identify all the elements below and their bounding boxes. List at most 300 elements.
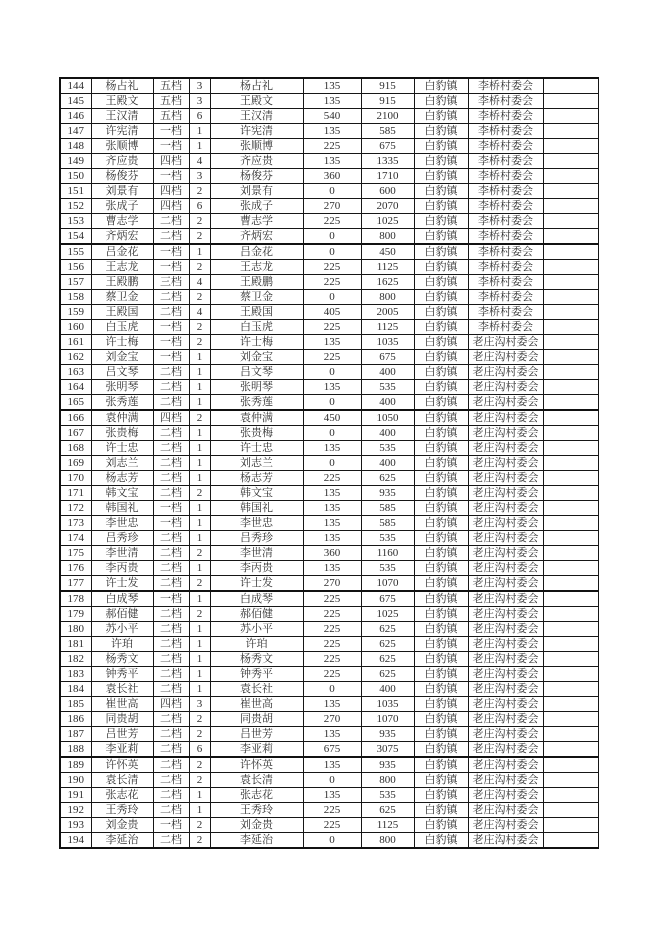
cell-blank bbox=[543, 244, 598, 260]
cell-village: 老庄沟村委会 bbox=[468, 380, 543, 395]
cell-name-confirm: 张秀莲 bbox=[210, 395, 303, 411]
cell-person-count: 6 bbox=[189, 199, 210, 214]
cell-town: 白豹镇 bbox=[414, 531, 468, 546]
cell-village: 老庄沟村委会 bbox=[468, 410, 543, 426]
cell-village: 老庄沟村委会 bbox=[468, 426, 543, 441]
cell-row-index: 192 bbox=[60, 803, 91, 818]
cell-name: 刘志兰 bbox=[91, 456, 153, 471]
cell-amount-2: 1070 bbox=[361, 576, 414, 592]
cell-person-count: 3 bbox=[189, 94, 210, 109]
cell-amount-1: 450 bbox=[303, 410, 361, 426]
cell-blank bbox=[543, 803, 598, 818]
cell-blank bbox=[543, 818, 598, 833]
cell-amount-1: 135 bbox=[303, 154, 361, 169]
cell-blank bbox=[543, 380, 598, 395]
cell-amount-1: 225 bbox=[303, 350, 361, 365]
cell-village: 老庄沟村委会 bbox=[468, 757, 543, 773]
cell-name-confirm: 白成琴 bbox=[210, 591, 303, 607]
cell-tier: 二档 bbox=[153, 682, 189, 697]
cell-person-count: 1 bbox=[189, 365, 210, 380]
cell-town: 白豹镇 bbox=[414, 818, 468, 833]
cell-amount-2: 1625 bbox=[361, 275, 414, 290]
cell-row-index: 187 bbox=[60, 727, 91, 742]
cell-blank bbox=[543, 350, 598, 365]
cell-town: 白豹镇 bbox=[414, 335, 468, 350]
cell-name-confirm: 刘金宝 bbox=[210, 350, 303, 365]
cell-town: 白豹镇 bbox=[414, 486, 468, 501]
cell-village: 老庄沟村委会 bbox=[468, 501, 543, 516]
table-row bbox=[60, 139, 598, 154]
cell-person-count: 1 bbox=[189, 531, 210, 546]
cell-village: 老庄沟村委会 bbox=[468, 742, 543, 758]
cell-village: 李桥村委会 bbox=[468, 199, 543, 214]
cell-row-index: 150 bbox=[60, 169, 91, 184]
cell-amount-1: 225 bbox=[303, 471, 361, 486]
cell-blank bbox=[543, 94, 598, 109]
cell-tier: 二档 bbox=[153, 531, 189, 546]
cell-name-confirm: 吕世芳 bbox=[210, 727, 303, 742]
cell-name: 许士梅 bbox=[91, 335, 153, 350]
cell-person-count: 4 bbox=[189, 154, 210, 169]
cell-town: 白豹镇 bbox=[414, 622, 468, 637]
cell-amount-2: 535 bbox=[361, 531, 414, 546]
cell-amount-1: 225 bbox=[303, 652, 361, 667]
table-body bbox=[60, 78, 598, 848]
cell-person-count: 1 bbox=[189, 622, 210, 637]
cell-row-index: 152 bbox=[60, 199, 91, 214]
cell-name: 刘金贵 bbox=[91, 818, 153, 833]
cell-tier: 二档 bbox=[153, 637, 189, 652]
cell-amount-2: 915 bbox=[361, 78, 414, 94]
cell-blank bbox=[543, 154, 598, 169]
table-row bbox=[60, 712, 598, 727]
cell-town: 白豹镇 bbox=[414, 546, 468, 561]
cell-tier: 二档 bbox=[153, 788, 189, 803]
cell-town: 白豹镇 bbox=[414, 275, 468, 290]
cell-person-count: 6 bbox=[189, 109, 210, 124]
cell-row-index: 145 bbox=[60, 94, 91, 109]
cell-tier: 二档 bbox=[153, 380, 189, 395]
cell-name: 白成琴 bbox=[91, 591, 153, 607]
cell-tier: 二档 bbox=[153, 290, 189, 305]
cell-row-index: 171 bbox=[60, 486, 91, 501]
cell-name-confirm: 郝佰健 bbox=[210, 607, 303, 622]
cell-blank bbox=[543, 637, 598, 652]
cell-name-confirm: 袁仲满 bbox=[210, 410, 303, 426]
cell-amount-1: 0 bbox=[303, 456, 361, 471]
cell-tier: 一档 bbox=[153, 350, 189, 365]
cell-amount-2: 800 bbox=[361, 290, 414, 305]
cell-person-count: 6 bbox=[189, 742, 210, 758]
cell-amount-1: 360 bbox=[303, 546, 361, 561]
cell-person-count: 2 bbox=[189, 712, 210, 727]
cell-tier: 二档 bbox=[153, 622, 189, 637]
cell-town: 白豹镇 bbox=[414, 667, 468, 682]
table-row bbox=[60, 244, 598, 260]
cell-amount-2: 625 bbox=[361, 471, 414, 486]
cell-town: 白豹镇 bbox=[414, 350, 468, 365]
cell-town: 白豹镇 bbox=[414, 124, 468, 139]
cell-amount-1: 135 bbox=[303, 441, 361, 456]
cell-blank bbox=[543, 214, 598, 229]
cell-name: 钟秀平 bbox=[91, 667, 153, 682]
cell-blank bbox=[543, 833, 598, 849]
cell-amount-1: 0 bbox=[303, 426, 361, 441]
cell-amount-2: 535 bbox=[361, 380, 414, 395]
cell-name-confirm: 张贵梅 bbox=[210, 426, 303, 441]
cell-name-confirm: 苏小平 bbox=[210, 622, 303, 637]
cell-amount-2: 450 bbox=[361, 244, 414, 260]
cell-tier: 二档 bbox=[153, 305, 189, 320]
cell-row-index: 168 bbox=[60, 441, 91, 456]
cell-row-index: 173 bbox=[60, 516, 91, 531]
table-row bbox=[60, 350, 598, 365]
cell-row-index: 178 bbox=[60, 591, 91, 607]
cell-tier: 二档 bbox=[153, 471, 189, 486]
table-row bbox=[60, 335, 598, 350]
table-row bbox=[60, 576, 598, 592]
cell-name: 韩文宝 bbox=[91, 486, 153, 501]
cell-name: 吕金花 bbox=[91, 244, 153, 260]
cell-name: 张秀莲 bbox=[91, 395, 153, 411]
cell-amount-1: 225 bbox=[303, 622, 361, 637]
cell-village: 老庄沟村委会 bbox=[468, 818, 543, 833]
cell-blank bbox=[543, 742, 598, 758]
cell-amount-2: 1035 bbox=[361, 697, 414, 712]
cell-amount-1: 225 bbox=[303, 818, 361, 833]
cell-name: 张成子 bbox=[91, 199, 153, 214]
cell-town: 白豹镇 bbox=[414, 561, 468, 576]
cell-town: 白豹镇 bbox=[414, 652, 468, 667]
cell-amount-2: 2100 bbox=[361, 109, 414, 124]
cell-row-index: 167 bbox=[60, 426, 91, 441]
table-row bbox=[60, 260, 598, 275]
cell-town: 白豹镇 bbox=[414, 697, 468, 712]
cell-row-index: 155 bbox=[60, 244, 91, 260]
cell-amount-1: 0 bbox=[303, 773, 361, 788]
cell-amount-2: 600 bbox=[361, 184, 414, 199]
cell-name: 杨俊芬 bbox=[91, 169, 153, 184]
cell-row-index: 153 bbox=[60, 214, 91, 229]
cell-row-index: 188 bbox=[60, 742, 91, 758]
cell-amount-1: 0 bbox=[303, 395, 361, 411]
cell-town: 白豹镇 bbox=[414, 365, 468, 380]
cell-tier: 二档 bbox=[153, 712, 189, 727]
cell-row-index: 182 bbox=[60, 652, 91, 667]
cell-amount-1: 0 bbox=[303, 244, 361, 260]
cell-name-confirm: 齐炳宏 bbox=[210, 229, 303, 245]
cell-name: 李丙贵 bbox=[91, 561, 153, 576]
cell-village: 老庄沟村委会 bbox=[468, 697, 543, 712]
cell-town: 白豹镇 bbox=[414, 516, 468, 531]
cell-row-index: 146 bbox=[60, 109, 91, 124]
cell-town: 白豹镇 bbox=[414, 395, 468, 411]
cell-name: 李世清 bbox=[91, 546, 153, 561]
table-row bbox=[60, 169, 598, 184]
cell-blank bbox=[543, 757, 598, 773]
cell-tier: 二档 bbox=[153, 742, 189, 758]
cell-village: 老庄沟村委会 bbox=[468, 637, 543, 652]
cell-blank bbox=[543, 139, 598, 154]
cell-village: 老庄沟村委会 bbox=[468, 441, 543, 456]
cell-row-index: 163 bbox=[60, 365, 91, 380]
cell-amount-1: 270 bbox=[303, 712, 361, 727]
cell-village: 老庄沟村委会 bbox=[468, 546, 543, 561]
cell-amount-1: 0 bbox=[303, 184, 361, 199]
cell-row-index: 162 bbox=[60, 350, 91, 365]
cell-person-count: 1 bbox=[189, 441, 210, 456]
cell-row-index: 184 bbox=[60, 682, 91, 697]
cell-amount-2: 935 bbox=[361, 757, 414, 773]
cell-name-confirm: 杨志芳 bbox=[210, 471, 303, 486]
cell-village: 李桥村委会 bbox=[468, 320, 543, 335]
cell-person-count: 2 bbox=[189, 260, 210, 275]
cell-person-count: 2 bbox=[189, 833, 210, 849]
table-row bbox=[60, 320, 598, 335]
cell-village: 李桥村委会 bbox=[468, 305, 543, 320]
cell-person-count: 1 bbox=[189, 471, 210, 486]
cell-amount-1: 135 bbox=[303, 727, 361, 742]
cell-amount-2: 3075 bbox=[361, 742, 414, 758]
cell-name-confirm: 许珀 bbox=[210, 637, 303, 652]
cell-name: 曹志学 bbox=[91, 214, 153, 229]
cell-tier: 二档 bbox=[153, 426, 189, 441]
cell-amount-2: 1025 bbox=[361, 214, 414, 229]
cell-person-count: 2 bbox=[189, 335, 210, 350]
cell-name: 吕文琴 bbox=[91, 365, 153, 380]
table-row bbox=[60, 833, 598, 849]
cell-person-count: 2 bbox=[189, 757, 210, 773]
cell-name-confirm: 杨占礼 bbox=[210, 78, 303, 94]
cell-row-index: 147 bbox=[60, 124, 91, 139]
cell-amount-1: 225 bbox=[303, 139, 361, 154]
cell-name-confirm: 白玉虎 bbox=[210, 320, 303, 335]
cell-name: 李世忠 bbox=[91, 516, 153, 531]
table-region bbox=[59, 77, 597, 849]
cell-village: 老庄沟村委会 bbox=[468, 788, 543, 803]
cell-tier: 二档 bbox=[153, 803, 189, 818]
cell-amount-2: 535 bbox=[361, 441, 414, 456]
table-row bbox=[60, 591, 598, 607]
cell-town: 白豹镇 bbox=[414, 757, 468, 773]
table-row bbox=[60, 501, 598, 516]
cell-town: 白豹镇 bbox=[414, 380, 468, 395]
cell-name: 李亚莉 bbox=[91, 742, 153, 758]
cell-blank bbox=[543, 576, 598, 592]
cell-blank bbox=[543, 471, 598, 486]
table-row bbox=[60, 637, 598, 652]
cell-name-confirm: 许士忠 bbox=[210, 441, 303, 456]
cell-town: 白豹镇 bbox=[414, 94, 468, 109]
cell-blank bbox=[543, 426, 598, 441]
cell-town: 白豹镇 bbox=[414, 184, 468, 199]
cell-amount-2: 800 bbox=[361, 229, 414, 245]
cell-amount-2: 1025 bbox=[361, 607, 414, 622]
cell-person-count: 1 bbox=[189, 380, 210, 395]
cell-name-confirm: 李延治 bbox=[210, 833, 303, 849]
cell-name-confirm: 杨俊芬 bbox=[210, 169, 303, 184]
cell-person-count: 3 bbox=[189, 78, 210, 94]
cell-row-index: 172 bbox=[60, 501, 91, 516]
cell-village: 李桥村委会 bbox=[468, 124, 543, 139]
cell-town: 白豹镇 bbox=[414, 456, 468, 471]
cell-person-count: 2 bbox=[189, 576, 210, 592]
cell-person-count: 2 bbox=[189, 727, 210, 742]
cell-tier: 一档 bbox=[153, 818, 189, 833]
table-row bbox=[60, 94, 598, 109]
cell-tier: 一档 bbox=[153, 335, 189, 350]
cell-town: 白豹镇 bbox=[414, 154, 468, 169]
cell-row-index: 151 bbox=[60, 184, 91, 199]
cell-town: 白豹镇 bbox=[414, 441, 468, 456]
cell-name-confirm: 张成子 bbox=[210, 199, 303, 214]
cell-amount-1: 225 bbox=[303, 214, 361, 229]
cell-row-index: 175 bbox=[60, 546, 91, 561]
cell-town: 白豹镇 bbox=[414, 320, 468, 335]
cell-town: 白豹镇 bbox=[414, 260, 468, 275]
cell-village: 老庄沟村委会 bbox=[468, 727, 543, 742]
cell-tier: 二档 bbox=[153, 607, 189, 622]
cell-village: 李桥村委会 bbox=[468, 169, 543, 184]
cell-blank bbox=[543, 773, 598, 788]
cell-person-count: 2 bbox=[189, 607, 210, 622]
cell-person-count: 1 bbox=[189, 803, 210, 818]
cell-row-index: 176 bbox=[60, 561, 91, 576]
table-row bbox=[60, 275, 598, 290]
cell-person-count: 1 bbox=[189, 395, 210, 411]
cell-village: 李桥村委会 bbox=[468, 275, 543, 290]
cell-amount-2: 1050 bbox=[361, 410, 414, 426]
cell-row-index: 165 bbox=[60, 395, 91, 411]
cell-amount-2: 625 bbox=[361, 803, 414, 818]
cell-blank bbox=[543, 622, 598, 637]
cell-amount-2: 1125 bbox=[361, 320, 414, 335]
cell-person-count: 2 bbox=[189, 410, 210, 426]
cell-tier: 二档 bbox=[153, 833, 189, 849]
cell-tier: 二档 bbox=[153, 576, 189, 592]
cell-village: 李桥村委会 bbox=[468, 244, 543, 260]
cell-village: 李桥村委会 bbox=[468, 139, 543, 154]
cell-blank bbox=[543, 320, 598, 335]
cell-row-index: 179 bbox=[60, 607, 91, 622]
cell-amount-2: 1710 bbox=[361, 169, 414, 184]
cell-amount-1: 135 bbox=[303, 124, 361, 139]
cell-amount-1: 225 bbox=[303, 260, 361, 275]
table-row bbox=[60, 486, 598, 501]
cell-name-confirm: 李世忠 bbox=[210, 516, 303, 531]
cell-name: 杨秀文 bbox=[91, 652, 153, 667]
cell-town: 白豹镇 bbox=[414, 244, 468, 260]
cell-name-confirm: 韩国礼 bbox=[210, 501, 303, 516]
cell-row-index: 154 bbox=[60, 229, 91, 245]
cell-row-index: 183 bbox=[60, 667, 91, 682]
cell-name-confirm: 张顺博 bbox=[210, 139, 303, 154]
cell-name-confirm: 吕文琴 bbox=[210, 365, 303, 380]
cell-amount-2: 800 bbox=[361, 833, 414, 849]
table-row bbox=[60, 697, 598, 712]
cell-person-count: 3 bbox=[189, 169, 210, 184]
cell-name-confirm: 同贵胡 bbox=[210, 712, 303, 727]
cell-village: 老庄沟村委会 bbox=[468, 365, 543, 380]
cell-amount-2: 1335 bbox=[361, 154, 414, 169]
cell-blank bbox=[543, 184, 598, 199]
cell-person-count: 1 bbox=[189, 139, 210, 154]
cell-amount-1: 540 bbox=[303, 109, 361, 124]
cell-row-index: 185 bbox=[60, 697, 91, 712]
cell-amount-2: 800 bbox=[361, 773, 414, 788]
cell-name-confirm: 韩文宝 bbox=[210, 486, 303, 501]
cell-tier: 一档 bbox=[153, 139, 189, 154]
table-row bbox=[60, 214, 598, 229]
cell-amount-2: 585 bbox=[361, 501, 414, 516]
cell-person-count: 4 bbox=[189, 275, 210, 290]
cell-amount-2: 2005 bbox=[361, 305, 414, 320]
cell-row-index: 174 bbox=[60, 531, 91, 546]
cell-person-count: 1 bbox=[189, 682, 210, 697]
cell-blank bbox=[543, 260, 598, 275]
cell-row-index: 169 bbox=[60, 456, 91, 471]
cell-town: 白豹镇 bbox=[414, 682, 468, 697]
table-row bbox=[60, 516, 598, 531]
cell-village: 老庄沟村委会 bbox=[468, 516, 543, 531]
cell-amount-1: 0 bbox=[303, 682, 361, 697]
cell-town: 白豹镇 bbox=[414, 471, 468, 486]
cell-person-count: 1 bbox=[189, 350, 210, 365]
table-row bbox=[60, 124, 598, 139]
cell-town: 白豹镇 bbox=[414, 426, 468, 441]
cell-amount-1: 225 bbox=[303, 637, 361, 652]
cell-name: 吕世芳 bbox=[91, 727, 153, 742]
table-row bbox=[60, 773, 598, 788]
cell-town: 白豹镇 bbox=[414, 410, 468, 426]
cell-amount-2: 400 bbox=[361, 682, 414, 697]
cell-name-confirm: 吕金花 bbox=[210, 244, 303, 260]
cell-name: 袁仲满 bbox=[91, 410, 153, 426]
cell-blank bbox=[543, 697, 598, 712]
cell-blank bbox=[543, 229, 598, 245]
cell-blank bbox=[543, 546, 598, 561]
cell-name-confirm: 许宪清 bbox=[210, 124, 303, 139]
cell-amount-1: 405 bbox=[303, 305, 361, 320]
cell-row-index: 186 bbox=[60, 712, 91, 727]
cell-name-confirm: 李丙贵 bbox=[210, 561, 303, 576]
table-row bbox=[60, 531, 598, 546]
cell-person-count: 1 bbox=[189, 456, 210, 471]
table-row bbox=[60, 154, 598, 169]
cell-blank bbox=[543, 365, 598, 380]
cell-village: 老庄沟村委会 bbox=[468, 667, 543, 682]
table-row bbox=[60, 365, 598, 380]
table-row bbox=[60, 441, 598, 456]
cell-village: 李桥村委会 bbox=[468, 290, 543, 305]
cell-town: 白豹镇 bbox=[414, 576, 468, 592]
cell-name-confirm: 许士梅 bbox=[210, 335, 303, 350]
table-row bbox=[60, 395, 598, 411]
cell-village: 老庄沟村委会 bbox=[468, 712, 543, 727]
cell-village: 老庄沟村委会 bbox=[468, 486, 543, 501]
cell-name-confirm: 吕秀珍 bbox=[210, 531, 303, 546]
cell-amount-1: 135 bbox=[303, 335, 361, 350]
cell-tier: 二档 bbox=[153, 773, 189, 788]
cell-blank bbox=[543, 607, 598, 622]
cell-amount-2: 585 bbox=[361, 124, 414, 139]
cell-village: 老庄沟村委会 bbox=[468, 652, 543, 667]
cell-name: 王秀玲 bbox=[91, 803, 153, 818]
cell-town: 白豹镇 bbox=[414, 833, 468, 849]
cell-name-confirm: 李亚莉 bbox=[210, 742, 303, 758]
cell-name-confirm: 齐应贵 bbox=[210, 154, 303, 169]
cell-blank bbox=[543, 456, 598, 471]
